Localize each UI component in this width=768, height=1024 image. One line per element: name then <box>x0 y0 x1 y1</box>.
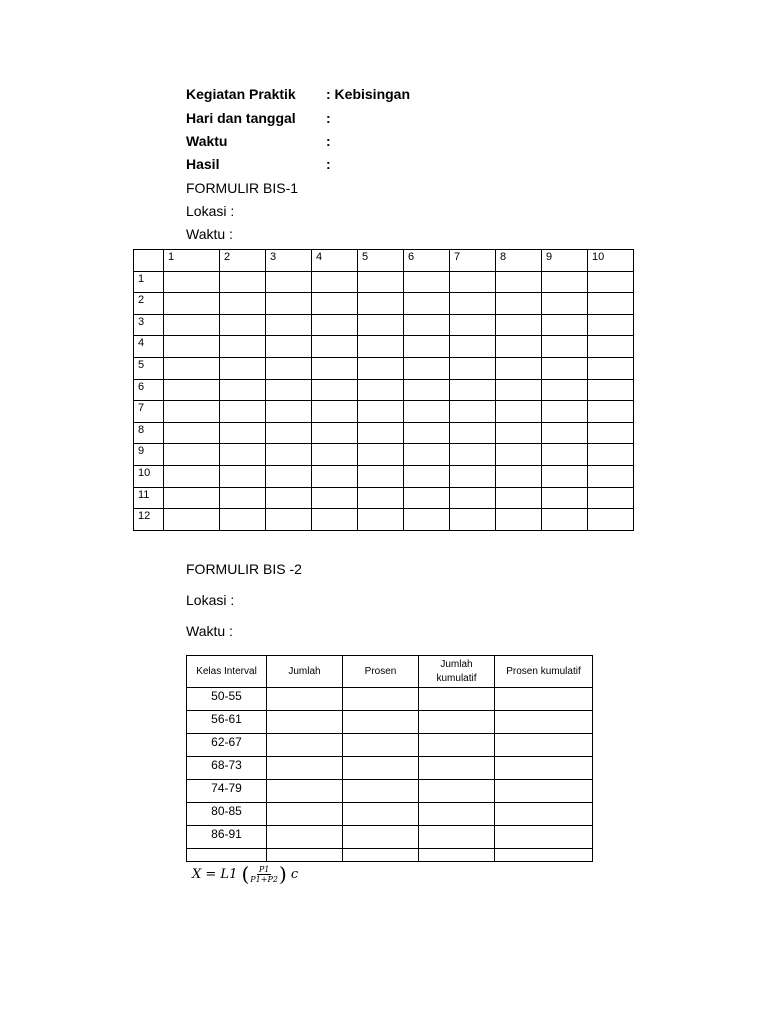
formula-lhs: X <box>192 866 202 882</box>
bis1-data-cell <box>450 379 496 401</box>
bis2-interval-cell: 56-61 <box>187 711 267 734</box>
bis1-waktu: Waktu : <box>186 226 233 242</box>
bis2-col-header: Jumlah kumulatif <box>419 656 495 688</box>
bis1-data-cell <box>312 357 358 379</box>
bis1-data-cell <box>496 293 542 315</box>
bis1-data-cell <box>220 379 266 401</box>
bis1-data-cell <box>496 401 542 423</box>
bis1-lokasi: Lokasi : <box>186 203 235 219</box>
bis1-data-cell <box>358 487 404 509</box>
bis1-data-cell <box>450 444 496 466</box>
bis2-lokasi: Lokasi : <box>186 592 235 608</box>
bis1-data-cell <box>220 271 266 293</box>
bis1-data-cell <box>496 444 542 466</box>
bis1-data-cell <box>496 357 542 379</box>
bis1-data-cell <box>496 379 542 401</box>
bis1-data-cell <box>358 444 404 466</box>
bis1-row-header: 3 <box>134 314 164 336</box>
bis1-data-cell <box>450 336 496 358</box>
bis1-data-cell <box>312 271 358 293</box>
bis2-interval-cell: 86-91 <box>187 826 267 849</box>
bis2-row <box>187 734 593 757</box>
bis2-data-cell <box>495 826 593 849</box>
bis1-data-cell <box>542 271 588 293</box>
bis1-data-cell <box>542 379 588 401</box>
bis2-interval-cell: 68-73 <box>187 757 267 780</box>
bis2-col-header: Kelas Interval <box>187 656 267 688</box>
header-value: : <box>326 156 331 172</box>
bis2-data-cell <box>419 688 495 711</box>
bis1-col-header: 5 <box>358 250 404 272</box>
bis1-data-cell <box>312 293 358 315</box>
bis2-table <box>186 655 593 862</box>
bis2-row <box>187 711 593 734</box>
bis1-row <box>134 379 634 401</box>
bis1-data-cell <box>450 293 496 315</box>
bis1-data-cell <box>542 357 588 379</box>
bis1-data-cell <box>588 465 634 487</box>
bis1-row-header: 2 <box>134 293 164 315</box>
bis1-data-cell <box>312 487 358 509</box>
bis1-data-cell <box>450 314 496 336</box>
bis2-data-cell <box>267 711 343 734</box>
bis1-data-cell <box>542 487 588 509</box>
bis1-data-cell <box>404 422 450 444</box>
bis1-data-cell <box>450 422 496 444</box>
bis1-data-cell <box>588 293 634 315</box>
bis2-data-cell <box>267 757 343 780</box>
bis1-data-cell <box>358 336 404 358</box>
bis2-row <box>187 780 593 803</box>
bis2-data-cell <box>419 711 495 734</box>
bis1-data-cell <box>588 509 634 531</box>
bis1-data-cell <box>266 336 312 358</box>
bis1-data-cell <box>496 271 542 293</box>
bis1-data-cell <box>542 401 588 423</box>
bis2-col-header: Prosen kumulatif <box>495 656 593 688</box>
bis1-data-cell <box>220 401 266 423</box>
bis2-data-cell <box>187 849 267 862</box>
bis1-data-cell <box>542 444 588 466</box>
bis1-data-cell <box>588 357 634 379</box>
bis2-data-cell <box>495 849 593 862</box>
bis2-waktu: Waktu : <box>186 623 233 639</box>
bis1-data-cell <box>404 465 450 487</box>
bis1-data-cell <box>496 487 542 509</box>
bis1-data-cell <box>266 487 312 509</box>
bis2-row <box>187 803 593 826</box>
bis1-col-header: 9 <box>542 250 588 272</box>
bis1-data-cell <box>450 401 496 423</box>
bis1-data-cell <box>588 314 634 336</box>
bis2-data-cell <box>343 826 419 849</box>
bis2-data-cell <box>343 711 419 734</box>
bis1-data-cell <box>404 401 450 423</box>
bis1-data-cell <box>496 314 542 336</box>
bis1-data-cell <box>164 379 220 401</box>
bis1-data-cell <box>542 336 588 358</box>
bis2-data-cell <box>495 757 593 780</box>
bis1-row <box>134 465 634 487</box>
bis1-data-cell <box>542 293 588 315</box>
bis2-row <box>187 757 593 780</box>
formula-tail: c <box>290 866 299 882</box>
bis1-data-cell <box>266 422 312 444</box>
bis1-data-cell <box>404 487 450 509</box>
bis1-row <box>134 314 634 336</box>
bis1-data-cell <box>312 401 358 423</box>
bis2-data-cell <box>495 734 593 757</box>
formula-paren-close: ) <box>278 862 287 886</box>
bis1-row <box>134 422 634 444</box>
bis1-row <box>134 293 634 315</box>
bis1-data-cell <box>164 336 220 358</box>
bis2-data-cell <box>419 826 495 849</box>
bis2-data-cell <box>343 734 419 757</box>
bis2-data-cell <box>495 780 593 803</box>
bis1-data-cell <box>358 293 404 315</box>
formula-numerator: P1 <box>258 864 270 874</box>
bis2-data-cell <box>419 734 495 757</box>
bis1-data-cell <box>312 314 358 336</box>
bis1-data-cell <box>220 293 266 315</box>
header-label: Hasil <box>186 156 220 172</box>
bis1-col-header: 10 <box>588 250 634 272</box>
bis1-corner-cell <box>134 250 164 272</box>
bis2-interval-cell: 74-79 <box>187 780 267 803</box>
bis2-data-cell <box>495 688 593 711</box>
bis1-row-header: 4 <box>134 336 164 358</box>
bis1-data-cell <box>266 357 312 379</box>
bis1-data-cell <box>496 336 542 358</box>
bis1-data-cell <box>542 509 588 531</box>
bis1-data-cell <box>450 487 496 509</box>
bis1-data-cell <box>358 357 404 379</box>
bis1-row <box>134 271 634 293</box>
bis1-data-cell <box>496 465 542 487</box>
bis1-data-cell <box>164 444 220 466</box>
bis1-table <box>133 249 634 531</box>
bis1-data-cell <box>220 509 266 531</box>
bis2-row <box>187 688 593 711</box>
bis2-data-cell <box>267 803 343 826</box>
bis1-data-cell <box>588 379 634 401</box>
bis1-data-cell <box>164 422 220 444</box>
bis1-data-cell <box>358 379 404 401</box>
bis1-data-cell <box>404 271 450 293</box>
bis1-col-header: 6 <box>404 250 450 272</box>
bis2-data-cell <box>419 780 495 803</box>
bis1-data-cell <box>220 336 266 358</box>
bis1-row-header: 5 <box>134 357 164 379</box>
bis1-data-cell <box>404 379 450 401</box>
bis1-data-cell <box>266 465 312 487</box>
formula-fraction <box>250 865 278 884</box>
bis1-col-header: 8 <box>496 250 542 272</box>
bis2-row <box>187 849 593 862</box>
bis1-data-cell <box>358 465 404 487</box>
bis1-data-cell <box>358 401 404 423</box>
bis1-data-cell <box>164 293 220 315</box>
bis2-interval-cell: 50-55 <box>187 688 267 711</box>
bis1-row-header: 1 <box>134 271 164 293</box>
bis1-row <box>134 357 634 379</box>
bis1-data-cell <box>266 293 312 315</box>
bis1-data-cell <box>266 379 312 401</box>
bis1-row-header: 6 <box>134 379 164 401</box>
bis1-data-cell <box>404 293 450 315</box>
bis1-data-cell <box>220 357 266 379</box>
bis2-data-cell <box>419 803 495 826</box>
bis1-title: FORMULIR BIS-1 <box>186 180 299 196</box>
bis1-data-cell <box>220 314 266 336</box>
bis1-data-cell <box>312 336 358 358</box>
bis2-data-cell <box>267 688 343 711</box>
bis1-data-cell <box>220 465 266 487</box>
bis2-data-cell <box>267 849 343 862</box>
bis2-data-cell <box>495 711 593 734</box>
bis1-data-cell <box>542 465 588 487</box>
bis1-data-cell <box>164 401 220 423</box>
bis1-data-cell <box>358 422 404 444</box>
bis2-data-cell <box>267 734 343 757</box>
formula <box>192 864 298 884</box>
bis2-data-cell <box>267 826 343 849</box>
bis1-data-cell <box>404 357 450 379</box>
bis1-row <box>134 336 634 358</box>
bis1-row-header: 12 <box>134 509 164 531</box>
bis2-data-cell <box>343 688 419 711</box>
bis1-data-cell <box>220 422 266 444</box>
bis1-data-cell <box>266 401 312 423</box>
bis1-data-cell <box>404 444 450 466</box>
bis2-data-cell <box>343 849 419 862</box>
bis1-data-cell <box>496 509 542 531</box>
bis1-data-cell <box>404 336 450 358</box>
bis1-data-cell <box>164 271 220 293</box>
bis1-data-cell <box>496 422 542 444</box>
bis2-col-header: Prosen <box>343 656 419 688</box>
formula-denominator: P1+P2 <box>250 874 278 884</box>
bis1-data-cell <box>588 271 634 293</box>
bis1-row-header: 8 <box>134 422 164 444</box>
header-value: : <box>326 133 331 149</box>
bis1-data-cell <box>588 487 634 509</box>
header-value: : Kebisingan <box>326 86 411 102</box>
bis2-data-cell <box>343 780 419 803</box>
bis1-col-header: 7 <box>450 250 496 272</box>
bis1-header-row <box>134 250 634 272</box>
bis1-data-cell <box>450 271 496 293</box>
bis1-data-cell <box>312 422 358 444</box>
bis1-data-cell <box>404 314 450 336</box>
bis1-data-cell <box>450 509 496 531</box>
bis1-col-header: 2 <box>220 250 266 272</box>
bis1-data-cell <box>542 314 588 336</box>
bis2-row <box>187 826 593 849</box>
bis1-data-cell <box>312 379 358 401</box>
bis1-data-cell <box>266 314 312 336</box>
bis1-col-header: 1 <box>164 250 220 272</box>
bis1-data-cell <box>312 509 358 531</box>
bis1-data-cell <box>358 509 404 531</box>
bis2-interval-cell: 80-85 <box>187 803 267 826</box>
bis1-data-cell <box>588 401 634 423</box>
header-label: Kegiatan Praktik <box>186 86 296 102</box>
bis1-data-cell <box>164 314 220 336</box>
bis1-data-cell <box>164 509 220 531</box>
bis2-col-header: Jumlah <box>267 656 343 688</box>
bis1-data-cell <box>542 422 588 444</box>
bis1-row-header: 11 <box>134 487 164 509</box>
bis1-data-cell <box>220 444 266 466</box>
header-value: : <box>326 110 331 126</box>
header-label: Hari dan tanggal <box>186 110 296 126</box>
bis2-header-row <box>187 656 593 688</box>
bis1-data-cell <box>164 357 220 379</box>
bis1-data-cell <box>450 465 496 487</box>
bis1-data-cell <box>450 357 496 379</box>
bis1-row <box>134 509 634 531</box>
bis1-data-cell <box>312 444 358 466</box>
bis2-interval-cell: 62-67 <box>187 734 267 757</box>
bis1-data-cell <box>266 444 312 466</box>
bis1-data-cell <box>220 487 266 509</box>
bis1-data-cell <box>266 509 312 531</box>
bis2-data-cell <box>419 757 495 780</box>
bis1-data-cell <box>588 336 634 358</box>
bis1-data-cell <box>312 465 358 487</box>
bis1-row-header: 10 <box>134 465 164 487</box>
bis1-data-cell <box>266 271 312 293</box>
formula-paren-open: ( <box>241 862 250 886</box>
bis1-row-header: 7 <box>134 401 164 423</box>
bis1-row <box>134 401 634 423</box>
bis1-col-header: 3 <box>266 250 312 272</box>
bis1-data-cell <box>358 314 404 336</box>
bis1-data-cell <box>164 465 220 487</box>
bis1-row <box>134 487 634 509</box>
bis1-col-header: 4 <box>312 250 358 272</box>
bis2-data-cell <box>495 803 593 826</box>
bis1-data-cell <box>588 444 634 466</box>
bis2-data-cell <box>343 803 419 826</box>
bis1-row <box>134 444 634 466</box>
bis1-data-cell <box>404 509 450 531</box>
bis2-data-cell <box>267 780 343 803</box>
formula-eq: = L1 <box>205 866 238 882</box>
bis1-data-cell <box>588 422 634 444</box>
bis2-title: FORMULIR BIS -2 <box>186 561 302 577</box>
bis1-row-header: 9 <box>134 444 164 466</box>
bis1-data-cell <box>164 487 220 509</box>
bis2-data-cell <box>419 849 495 862</box>
bis1-data-cell <box>358 271 404 293</box>
bis2-data-cell <box>343 757 419 780</box>
header-label: Waktu <box>186 133 228 149</box>
